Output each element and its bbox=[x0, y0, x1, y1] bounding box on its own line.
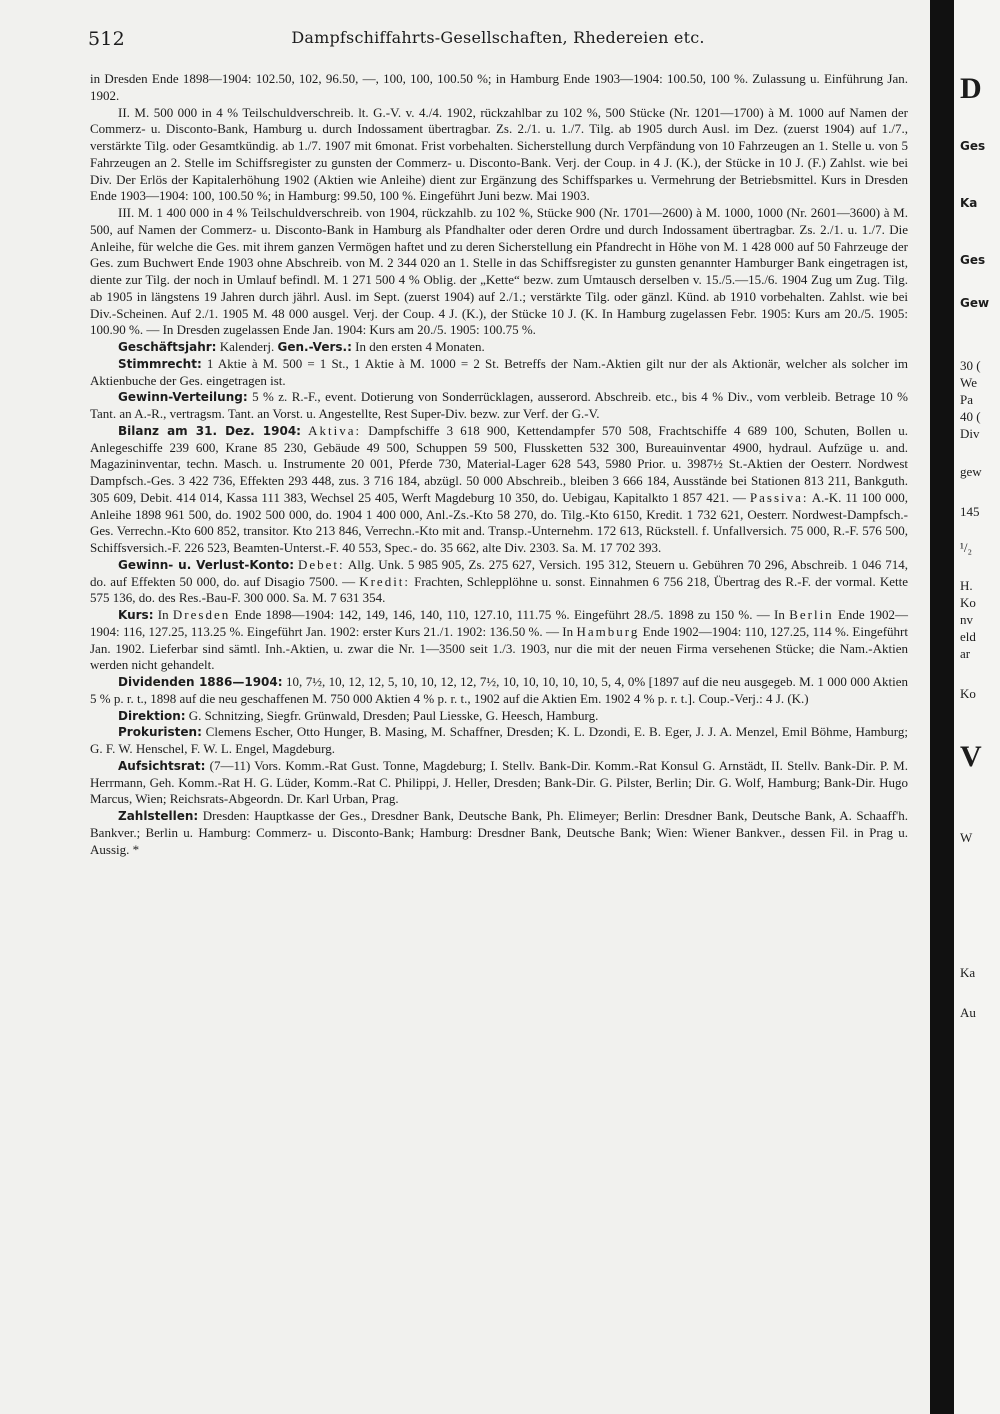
paragraph bbox=[90, 808, 908, 858]
spaced-label: Dresden bbox=[172, 607, 231, 622]
adjacent-page-text: Ko bbox=[960, 595, 976, 610]
adjacent-page-text: gew bbox=[960, 464, 982, 479]
paragraph bbox=[90, 339, 908, 356]
adjacent-page-text: ¹/₂ bbox=[960, 540, 973, 555]
section-heading: Gewinn-Verteilung: bbox=[118, 390, 248, 405]
paragraph-text: G. Schnitzing, Siegfr. Grünwald, Dresden; Paul Liesske, G. Heesch, Hamburg. bbox=[185, 707, 599, 723]
paragraph-text: In bbox=[153, 607, 173, 622]
paragraph-text: 10, 7½, 10, 12, 12, 5, 10, 10, 12, 12, 7½, 10, 10, 10, 10, 10, 5, 4, 0% [1897 auf die neu ausgegeb. M. 1 000 000 Aktien 5 % p. r. t., 1898 auf die neu geschaffenen M. 750 000 Aktien 4 % p. r. t., 1902 auf die Aktien Em. 1902 4 % p. r. t.]. Coup.-Verj.: 4 J. (K.) bbox=[90, 674, 908, 706]
adjacent-page-text: Ges bbox=[960, 139, 986, 153]
document-body bbox=[90, 71, 908, 858]
spaced-label: Passiva: bbox=[749, 489, 809, 505]
paragraph bbox=[90, 205, 908, 339]
section-heading: Dividenden 1886—1904: bbox=[118, 675, 283, 689]
adjacent-page-text: Ka bbox=[960, 965, 976, 980]
paragraph-text: Dampfschiffe 3 618 900, Kettendampfer 570 508, Frachtschiffe 4 689 100, Schuten, Bollen u. Anlegeschiffe 239 600, Krane 85 230, Gebäude 49 500, Schuppen 59 500, Flussketten 532 300, Bureauinventar 4900, hydraul. Aufzüge u. and. Magazininventar, techn. Masch. u. Instrumente 20 001, Pferde 730, Material-Lager 628 543, 5980 Prior. u. 3987½ St.-Aktien der Oesterr. Nordwest Dampfsch.-Ges. 3 422 736, Effekten 293 448, zus. 3 716 184, abzügl. 50 000 Abschreib., bleiben 3 666 184, Ausstände bei Stationen 813 211, Bankguth. 305 609, Debit. 414 014, Kassa 111 383, Wechsel 25 405, Werft Magdeburg 10 350, do. Uebigau, Kapitalkto 1 857 421. — bbox=[90, 422, 908, 505]
section-heading: Bilanz am 31. Dez. 1904: bbox=[118, 423, 301, 438]
adjacent-page-fragment bbox=[954, 0, 1000, 1414]
paragraph-text: Ende 1902—1904: 116, 127.25, 113.25 %. Eingeführt Jan. 1902: erster Kurs 21./1. 1902: 136.50 %. — In bbox=[90, 607, 908, 639]
spaced-label: Kredit: bbox=[359, 573, 411, 589]
paragraph-text: In den ersten 4 Monaten. bbox=[351, 339, 485, 354]
paragraph-text: Clemens Escher, Otto Hunger, B. Masing, M. Schaffner, Dresden; K. L. Dzondi, E. B. Eger, J. J. A. Menzel, Emil Böhme, Hamburg; G. F. W. Henschel, F. W. L. Engel, Magdeburg. bbox=[90, 724, 908, 756]
adjacent-page-text: Ka bbox=[960, 196, 978, 210]
adjacent-page-text: Pa bbox=[960, 392, 973, 407]
section-heading: Geschäftsjahr: bbox=[118, 340, 217, 354]
page-number: 512 bbox=[88, 28, 125, 50]
adjacent-page-text: Ges bbox=[960, 253, 986, 267]
adjacent-page-text: D bbox=[960, 72, 982, 105]
running-title: Dampfschiffahrts-Gesellschaften, Rhedereien etc. bbox=[291, 28, 705, 47]
adjacent-page-text: Au bbox=[960, 1005, 976, 1020]
paragraph-text: A.-K. 11 100 000, Anleihe 1898 961 500, do. 1902 500 000, do. 1904 1 400 000, Anl.-Zs.-Kto 58 270, do. Tilg.-Kto 6150, Kredit. 1 732 621, Oesterr. Nordwest-Dampfsch.-Ges. Verrechn.-Kto 600 852, transitor. Kto 213 846, Verrechn.-Kto mit and. Transp.-Unternehm. 172 613, Rückstell. f. Unfallversich. 75 000, R.-F. 576 500, Schiffsversich.-F. 226 523, Beamten-Unterst.-F. 40 553, Spec.- do. 35 662, alte Div. 2303. Sa. M. 17 702 393. bbox=[90, 489, 908, 555]
adjacent-page-text: 145 bbox=[960, 504, 980, 519]
section-heading: Gewinn- u. Verlust-Konto: bbox=[118, 557, 295, 572]
paragraph bbox=[90, 758, 908, 808]
page-header bbox=[88, 28, 908, 54]
adjacent-page-text: ar bbox=[960, 646, 971, 661]
adjacent-page-text: V bbox=[960, 740, 982, 773]
paragraph bbox=[90, 708, 908, 725]
paragraph-text: III. M. 1 400 000 in 4 % Teilschuldverschreib. von 1904, rückzahlb. zu 102 %, Stücke 900 (Nr. 1701—2600) à M. 1000, 1000 (Nr. 2601—3600) à M. 500, auf Namen der Commerz- u. Disconto-Bank in Hamburg als Pfandhalter oder deren Ordre und durch Indossament übertragbar. Zs. 2./1. u. 1./7. Die Anleihe, für welche die Ges. mit ihrem ganzen Vermögen haftet und zu deren Sicherstellung ein Pfandrecht in Höhe von M. 1 428 000 auf 50 Fahrzeuge der Ges. zum Buchwert Ende 1903 ohne Abschreib. von M. 2 344 020 an 1. Stelle in das Schiffsregister zu gunsten genannter Hamburger Bank eingetragen ist, diente zur Tilg. der noch in Umlauf befindl. M. 1 271 500 4 % Oblig. der „Kette“ bezw. zum Umtausch derselben v. 15./5.—15./6. 1904 Zug um Zug. Tilg. ab 1905 in längstens 19 Jahren durch jährl. Ausl. im Sept. (zuerst 1904) auf 2./1.; verstärkte Tilg. oder gänzl. Künd. ab 1910 vorbehalten. Zahlst. wie bei Div.-Scheinen. Auf 2./1. 1905 M. 48 000 ausgel. Verj. der Coup. 4 J. (K.), der Stücke 10 J. (K. In Hamburg zugelassen Febr. 1905: Kurs am 20./5. 1905: 100.90 %. — In Dresden zugelassen Ende Jan. 1904: Kurs am 20./5. 1905: 100.75 %. bbox=[90, 205, 908, 338]
section-heading: Zahlstellen: bbox=[118, 809, 199, 823]
spaced-label: Hamburg bbox=[576, 623, 640, 639]
paragraph bbox=[90, 557, 908, 607]
paragraph bbox=[90, 724, 908, 758]
paragraph-text: Frachten, Schlepplöhne u. sonst. Einnahmen 6 756 218, Übertrag des R.-F. der vormal. Kette 575 136, do. des Res.-Bau-F. 300 000. Sa. M. 7 631 354. bbox=[90, 573, 908, 606]
paragraph-text: II. M. 500 000 in 4 % Teilschuldverschreib. lt. G.-V. v. 4./4. 1902, rückzahlbar zu 102 %, 500 Stücke (Nr. 1201—1700) à M. 1000 auf Namen der Commerz- u. Disconto-Bank, Hamburg u. durch Indossament übertragbar. Zs. 2./1. u. 1./7. Tilg. ab 1905 durch Ausl. im Dez. (zuerst 1904) auf 1./7., verstärkte Tilg. oder Gesamtkündig. ab 1./7. 1907 mit 6monat. Frist vorbehalten. Sicherstellung durch Verpfändung von 10 Fahrzeugen an 1. Stelle u. von 5 Fahrzeugen an 2. Stelle im Schiffsregister zu gunsten der Commerz- u. Disconto-Bank. Verj. der Coup. in 4 J. (K.), der Stücke in 10 J. (F.) Zahlst. wie bei Div. Der Erlös der Kapitalerhöhung 1902 (Aktien wie Anleihe) dient zur Ergänzung des Schiffsparkes u. Vermehrung der Betriebsmittel. Kurs in Dresden Ende 1903—1904: 100, 100.50 %; in Hamburg: 99.50, 100 %. Eingeführt Juni bezw. Mai 1903. bbox=[90, 104, 908, 204]
section-heading: Kurs: bbox=[118, 608, 154, 622]
adjacent-page-text: Gew bbox=[960, 296, 990, 310]
spaced-label: Debet: bbox=[298, 556, 345, 572]
paragraph bbox=[90, 607, 908, 674]
paragraph-text: 5 % z. R.-F., event. Dotierung von Sonderrücklagen, ausserord. Abschreib. etc., bis 4 % Div., vom verbleib. Betrage 10 % Tant. an A.-R., vertragsm. Tant. an Vorst. u. Angestellte, Rest Super-Div. bezw. zur Verf. der G.-V. bbox=[90, 389, 908, 421]
adjacent-page-text: W bbox=[960, 830, 973, 845]
adjacent-page-text: 30 ( bbox=[960, 358, 981, 373]
adjacent-page-text: Ko bbox=[960, 686, 976, 701]
paragraph-text: (7—11) Vors. Komm.-Rat Gust. Tonne, Magdeburg; I. Stellv. Bank-Dir. Komm.-Rat Konsul G. Arnstädt, II. Stellv. Bank-Dir. P. M. Herrmann, Geh. Komm.-Rat H. G. Lüder, Komm.-Rat C. Philippi, J. Heller, Dresden; Bank-Dir. G. Pilster, Berlin; Dir. G. Wolf, Hamburg; Bank-Dir. Hugo Marcus, Wien; Reichsrats-Abgeordn. Dr. Karl Urban, Prag. bbox=[90, 757, 908, 807]
paragraph-text: 1 Aktie à M. 500 = 1 St., 1 Aktie à M. 1000 = 2 St. Betreffs der Nam.-Aktien gilt nur der als Aktionär, welcher als solcher im Aktienbuche der Ges. eingetragen ist. bbox=[90, 355, 908, 388]
paragraph-text: Kalenderj. bbox=[216, 339, 278, 354]
spaced-label: Berlin bbox=[789, 607, 834, 622]
paragraph-text: Dresden: Hauptkasse der Ges., Dresdner Bank, Deutsche Bank, Ph. Elimeyer; Berlin: Dresdner Bank, Deutsche Bank, A. Schaaff'h. Bankver.; Berlin u. Hamburg: Commerz- u. Disconto-Bank; Hamburg: Dresdner Bank, Deutsche Bank; Wien: Wiener Bankver., dessen Fil. in Prag u. Aussig. * bbox=[90, 808, 908, 857]
section-heading: Stimmrecht: bbox=[118, 356, 202, 371]
paragraph bbox=[90, 674, 908, 708]
adjacent-page-text: eld bbox=[960, 629, 976, 644]
paragraph bbox=[90, 423, 908, 557]
paragraph bbox=[90, 105, 908, 206]
adjacent-page-text: H. bbox=[960, 578, 973, 593]
paragraph-text: Ende 1902—1904: 110, 127.25, 114 %. Eingeführt Jan. 1902. Lieferbar sind sämtl. Inh.-Aktien, u. zwar die Nr. 1—3500 seit 1./3. 1903, nur die mit der neuen Firma versehenen Stücke; die Nam.-Aktien werden nicht gehandelt. bbox=[90, 623, 908, 673]
book-gutter bbox=[930, 0, 954, 1414]
adjacent-page-text: nv bbox=[960, 612, 973, 627]
paragraph-text: Ende 1898—1904: 142, 149, 146, 140, 110, 127.10, 111.75 %. Eingeführt 28./5. 1898 zu 150 %. — In bbox=[230, 607, 790, 622]
adjacent-page-text: Div bbox=[960, 426, 980, 441]
paragraph-text: in Dresden Ende 1898—1904: 102.50, 102, 96.50, —, 100, 100, 100.50 %; in Hamburg Ende 1903—1904: 100.50, 100 %. Zulassung u. Einführung Jan. 1902. bbox=[90, 71, 908, 103]
section-heading: Gen.-Vers.: bbox=[277, 340, 352, 354]
spaced-label: Aktiva: bbox=[308, 422, 362, 438]
paragraph bbox=[90, 389, 908, 423]
section-heading: Direktion: bbox=[118, 708, 186, 723]
paragraph-text: Allg. Unk. 5 985 905, Zs. 275 627, Versich. 195 312, Steuern u. Gebühren 70 296, Abschreib. 1 046 714, do. auf Effekten 50 000, do. auf Disagio 7500. — bbox=[90, 556, 909, 589]
adjacent-page-text: 40 ( bbox=[960, 409, 981, 424]
paragraph bbox=[90, 71, 908, 105]
adjacent-page-text: We bbox=[960, 375, 977, 390]
paragraph bbox=[90, 356, 908, 390]
section-heading: Prokuristen: bbox=[118, 725, 202, 740]
section-heading: Aufsichtsrat: bbox=[118, 758, 206, 773]
